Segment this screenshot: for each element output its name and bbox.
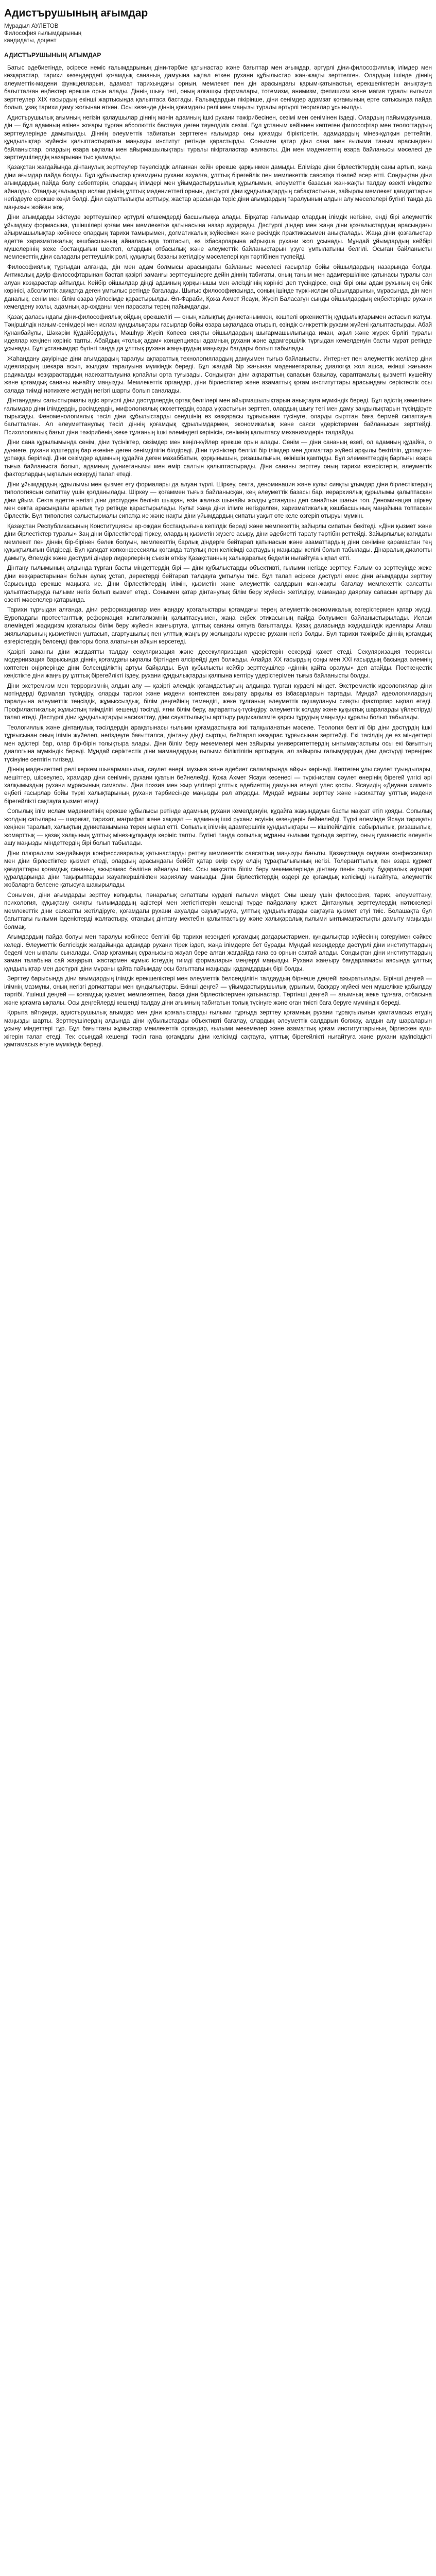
- body-paragraph: Философиялық тұрғыдан алғанда, дін мен адам болмысы арасындағы байланыс мәселесі ғасырлар бойы ойшылдардың назарында болды. Антикалық дәуір философтарынан бастап қазіргі заманғы зерттеушілерге дейін діннің табиғаты, оның таным мен адамгершілікке қатынасы туралы сан алуан көзқарастар айтылды. Кейбір ойшылдар дінді адамның қорқынышы мен әлсіздігінің көрінісі деп түсіндірсе, енді бірі оны адам рухының ең биік көрінісі, абсолюттік ақиқатқа деген ұмтылыс ретінде бағалады. Шығыс философиясында, соның ішінде түркі-ислам ойшылдарының мұрасында, дін мен даналық, сенім мен білім өзара үйлесімде қарастырылды. Әл-Фараби, Қожа Ахмет Ясауи, Жүсіп Баласағұн сынды ойшылдардың еңбектерінде рухани кемелдену жолы, адамның ар-ожданы мен парасаты терең пайымдалды.: [4, 263, 432, 311]
- body-paragraph: Діни ағымдарды жіктеуде зерттеушілер әртүрлі өлшемдерді басшылыққа алады. Бірқатар ғалымдар олардың ілімдік негізіне, енді бірі әлеуметтік ұйымдасу формасына, үшіншілері қоғам мен мемлекетке қатынасына назар аударады. Дәстүрлі діндер мен жаңа діни қозғалыстардың арасындағы айырмашылықтар көбінесе олардың тарихи тамырымен, догматикалық жүйесімен және рәсімдік практикасымен анықталады. Жаңа діни қозғалыстар әдетте харизматикалық көшбасшының айналасында топтасып, өз ізбасарларына айрықша рухани жол ұсынады. Мұндай ұйымдардың кейбірі мүшелерінің жеке бостандығын шектеп, олардың отбасылық және әлеуметтік байланыстарын үзуге ұмтылатыны белгілі. Осыған байланысты мемлекеттің діни саладағы реттеушілік рөлі, құқықтық базаны жетілдіру мәселелері күн тәртібінен түспейді.: [4, 214, 432, 261]
- body-paragraph: Жаһандану дәуірінде діни ағымдардың таралуы ақпараттық технологиялардың дамуымен тығыз байланысты. Интернет пен әлеуметтік желілер діни идеялардың шекара асып, жылдам таралуына мүмкіндік береді. Бұл жағдай бір жағынан мәдениетаралық диалогқа жол ашса, екінші жағынан радикалды көзқарастардың насихатталуына қолайлы орта туғызады. Сондықтан діни ақпараттың сапасын бақылау, сараптамалық қызметті күшейту және қоғамдық сананы нығайту маңызды. Мемлекеттік органдар, діни бірлестіктер және азаматтық қоғам институттары арасындағы серіктестік осы салада тиімді нәтижеге жетудің негізгі шарты болып саналады.: [4, 355, 432, 394]
- author-affiliation: Философия ғылымдарының: [4, 30, 82, 37]
- body-paragraph: Тарихи тұрғыдан алғанда, діни реформациялар мен жаңару қозғалыстары қоғамдағы терең әлеуметтік-экономикалық өзгерістермен қатар жүрді. Еуропадағы протестанттық реформация капитализмнің қалыптасуымен, жаңа еңбек этикасының пайда болуымен байланыстырылады. Ислам әлеміндегі жәдидизм қозғалысы білім беру жүйесін жаңғыртуға, ұлттық сананы оятуға бағытталды. Қазақ даласында жәдидшілдік идеялары Алаш зиялыларының қызметімен ұштасып, ағартушылық пен ұлттық жаңғыру жолындағы күреске рухани негіз болды. Бұл тарихи тәжірибе діннің қоғамдық өзгерістердің белсенді факторы бола алатынын айқын көрсетеді.: [4, 606, 432, 646]
- body-paragraph: Қазақстан Республикасының Конституциясы ар-ождан бостандығына кепілдік береді және мемлекеттің зайырлы сипатын бекітеді. «Діни қызмет және діни бірлестіктер туралы» Заң діни бірлестіктерді тіркеу, олардың қызметін жүзеге асыру, діни әдебиетті тарату тәртібін реттейді. Зайырлылық қағидаты мемлекет пен діннің бір-бірінен бөлек болуын, мемлекеттің барлық діндерге бейтарап қатынасын және азаматтардың діни сеніміне қарамастан тең құқықтылығын білдіреді. Бұл қағидат көпконфессиялы қоғамда татулық пен келісімді сақтаудың маңызды кепілі болып табылады. Дінаралық диалогты дамыту, Әлемдік және дәстүрлі діндер лидерлерінің съезін өткізу Қазақстанның халықаралық беделін нығайтуға ықпал етті.: [4, 522, 432, 562]
- body-paragraph: Қазақстан жағдайында дінтанулық зерттеулер тәуелсіздік алғаннан кейін ерекше қарқынмен дамыды. Елімізде діни бірлестіктердің саны артып, жаңа діни ағымдар пайда болды. Бұл құбылыстар қоғамдағы рухани ахуалға, ұлттық бірегейлік пен мемлекеттік саясатқа тікелей әсер етті. Сондықтан діни ағымдардың пайда болу себептерін, олардың ілімдері мен ұйымдастырушылық құрылымын, әлеуметтік базасын жан-жақты талдау өзекті міндетке айналды. Отандық ғалымдар ислам дінінің ұлттық мәдениеттегі орнын, дәстүрлі діни құндылықтардың сабақтастығын, зайырлы мемлекет қағидаттарын негіздеуге ерекше көңіл бөлді. Діни сауаттылықты арттыру, жастар арасында теріс діни ағымдардың таралуының алдын алу мәселелері бүгінгі таңда да маңызын жойған жоқ.: [4, 164, 432, 211]
- body-paragraph: Діни сана құрылымында сенім, діни түсініктер, сезімдер мен көңіл-күйлер ерекше орын алады. Сенім — діни сананың өзегі, ол адамның құдайға, о дүниеге, рухани күштердің бар екеніне деген сенімділігін білдіреді. Діни түсініктер белгілі бір ілімдер мен догматтар жүйесі арқылы бекітіліп, ұрпақтан-ұрпаққа беріледі. Діни сезімдер адамның құдайға деген махаббатын, қорқынышын, ризашылығын, өкінішін қамтиды. Бұл элементтердің барлығы өзара тығыз байланыста болып, адамның дүниетанымы мен өмір салтын қалыптастырады. Діни сананы зерттеу оның тарихи өзгерістерін, әлеуметтік факторлардың ықпалын ескеруді талап етеді.: [4, 439, 432, 478]
- author-name: Мұрадыл АУЛЕТОВ: [4, 23, 59, 29]
- body-paragraph: Қазақ даласындағы діни-философиялық ойдың ерекшелігі — оның халықтық дүниетаныммен, көшпелі өркениеттің құндылықтарымен астасып жатуы. Тәңіршілдік наным-сенімдері мен ислам құндылықтары ғасырлар бойы өзара ықпалдаса отырып, өзіндік синкреттік рухани жүйені қалыптастырды. Абай Құнанбайұлы, Шәкәрім Құдайбердіұлы, Мәшһүр Жүсіп Көпеев сияқты ойшылдардың шығармашылығында иман, ақыл және жүрек бірлігі туралы идеялар кеңінен көрініс тапты. Абайдың «толық адам» концепциясы адамның рухани және адамгершілік тұрғыдан кемелденуін басты мұрат ретінде ұсынады. Бұл ұстанымдар бүгінгі таңда да ұлттық рухани жаңғырудың маңызды бағдары болып табылады.: [4, 313, 432, 352]
- body-paragraph: Діни ұйымдардың құрылымы мен қызмет ету формалары да алуан түрлі. Шіркеу, секта, деноминация және культ сияқты ұғымдар діни бірлестіктердің типологиясын сипаттау үшін қолданылады. Шіркеу — қоғаммен тығыз байланысқан, кең әлеуметтік базасы бар, иерархиялық құрылымы қалыптасқан діни ұйым. Секта әдетте негізгі діни дәстүрден бөлініп шыққан, өзін жалғыз шынайы жолды ұстанушы деп санайтын шағын топ. Деноминация шіркеу мен секта арасындағы аралық түр ретінде қарастырылады. Культ жаңа діни ілімге негізделген, харизматикалық көшбасшының маңайына топтасқан бірлестік. Бұл типология салыстырмалы сипатқа ие және нақты діни ұйымдардың сипаты уақыт өте келе өзгеріп отыруы мүмкін.: [4, 481, 432, 520]
- body-paragraph: Ағымдардың пайда болуы мен таралуы көбінесе белгілі бір тарихи кезеңдегі қоғамдық дағдарыстармен, құндылықтар жүйесінің өзгеруімен сәйкес келеді. Әлеуметтік белгісіздік жағдайында адамдар рухани тірек іздеп, жаңа ілімдерге бет бұрады. Мұндай кезеңдерде дәстүрлі діни институттардың беделі мен ықпалы сыналады. Олар қоғамның сұранысына жауап бере алған жағдайда ғана өз орнын сақтай алады. Сондықтан діни институттардың заман талабына сай жаңарып, жастармен жұмыс істеудің тиімді формаларын меңгеруі маңызды. Рухани жаңғыру бағдарламасы аясында ұлттық құндылықтар мен дәстүрлі діни мұраны қайта пайымдау осы бағыттағы маңызды қадамдардың бірі болды.: [4, 934, 432, 972]
- body-paragraph: Қорыта айтқанда, адистърушылық ағымдар мен діни қозғалыстарды ғылыми тұрғыда зерттеу қоғамның рухани тұрақтылығын қамтамасыз етудің маңызды шарты. Зерттеушілердің алдында діни құбылыстарды объективті бағалау, олардың әлеуметтік салдарын болжау, алдын алу шараларын ұсыну міндеттері тұр. Бұл бағыттағы жұмыстар мемлекеттік органдар, ғылыми мекемелер және азаматтық қоғам институттарының бірлескен күш-жігерін талап етеді. Тек осындай кешенді тәсіл ғана қоғамдағы діни келісімді сақтауға, ұлттық бірегейлікті нығайтуға және рухани қауіпсіздікті қамтамасыз етуге мүмкіндік береді.: [4, 1009, 432, 1048]
- body-paragraph: Діни плюрализм жағдайында конфессияаралық қатынастарды реттеу мемлекеттік саясаттың маңызды бағыты. Қазақстанда ондаған конфессиялар мен діни бірлестіктер қызмет етеді, олардың арасындағы бейбіт қатар өмір сүру елдің тұрақтылығының негізі. Толеранттылық пен өзара құрмет қағидаттары қоғамдық сананың ажырамас бөлігіне айналуы тиіс. Осы мақсатта білім беру мекемелерінде дінтану пәнін оқыту, бұқаралық ақпарат құралдарында діни тақырыптарды жауапкершілікпен жариялау маңызды. Діни бірлестіктердің өздері де қоғамдық келісімді нығайтуға, әлеуметтік жобаларға белсене қатысуға шақырылады.: [4, 850, 432, 889]
- body-paragraph: Адистърушылық ағымның негізін қалаушылар діннің мәнін адамның ішкі рухани тәжірибесінен, сезімі мен сенімінен іздеді. Олардың пайымдауынша, дін — бұл адамның өзінен жоғары тұрған абсолюттік бастауға деген тәуелділік сезімі. Бұл ұстаным кейіннен көптеген философтар мен теологтардың зерттеулерінде дамытылды. Діннің әлеуметтік табиғатын зерттеген ғалымдар оны қоғамды біріктіретін, адамдардың мінез-құлқын реттейтін, құндылықтар жүйесін қалыптастыратын маңызды институт ретінде қарастырды. Сонымен қатар діни сана мен ғылыми таным арасындағы байланыстар, олардың өзара ықпалы мен айырмашылықтары туралы пікірталастар жалғасты. Дін мен мәдениеттің өзара байланысы мәселесі де зерттеушілердің назарынан тыс қалмады.: [4, 114, 432, 161]
- body-paragraph: Діннің мәдениеттегі рөлі көркем шығармашылық, сәулет өнері, музыка және әдебиет салаларында айқын көрінеді. Көптеген ұлы сәулет туындылары, мешіттер, шіркеулер, храмдар діни сенімнің рухани қуатын бейнелейді. Қожа Ахмет Ясауи кесенесі — түркі-ислам сәулет өнерінің бірегей үлгісі әрі халқымыздың рухани мұрасының символы. Діни поэзия мен жыр үлгілері ұлттық әдебиеттің дамуына елеулі үлес қосты. Ясауидің «Диуани хикмет» еңбегі ғасырлар бойы түркі халықтарының рухани тәрбиесінде маңызды рөл атқарды. Мұндай мұраны зерттеу және насихаттау ұлттық мәдени бірегейлікті сақтауға қызмет етеді.: [4, 766, 432, 805]
- body-paragraph: Дінтану ғылымының алдында тұрған басты міндеттердің бірі — діни құбылыстарды объективті, ғылыми негізде зерттеу. Ғалым өз зерттеуінде жеке діни көзқарастарынан бойын аулақ ұстап, деректерді бейтарап талдауға ұмтылуы тиіс. Бұл талап әсіресе дәстүрлі емес діни ағымдарды зерттеу барысында ерекше маңызға ие. Діни бірлестіктердің ілімін, қызметін және әлеуметтік салдарын жан-жақты бағалау мемлекеттік саясатты қалыптастыруда ғылыми негіз болып қызмет етеді. Сонымен қатар дінтанулық білім беру жүйесін жетілдіру, мамандар даярлау сапасын арттыру да өзекті мәселелер қатарында.: [4, 565, 432, 603]
- author-position: кандидаты, доцент: [4, 38, 57, 44]
- body-paragraph: Діни экстремизм мен терроризмнің алдын алу — қазіргі әлемдік қоғамдастықтың алдында тұрған күрделі міндет. Экстремистік идеологиялар діни мәтіндерді бұрмалап түсіндіру, оларды тарихи және мәдени контекстен ажырату арқылы өз ізбасарларын тартады. Мұндай идеологиялардың таралуына әлеуметтік теңсіздік, жұмыссыздық, білім деңгейінің төмендігі, жеке тұлғаның әлеуметтік оқшаулануы сияқты факторлар ықпал етеді. Профилактикалық жұмыстың тиімділігі кешенді тәсілді, яғни білім беру, ақпараттық-түсіндіру, әлеуметтік қолдау және құқықтық шараларды үйлестіруді талап етеді. Дәстүрлі діни құндылықтарды насихаттау, діни сауаттылықты арттыру радикализмге қарсы тұрудың маңызды құралы болып табылады.: [4, 682, 432, 721]
- article-body: [4, 64, 432, 1048]
- body-paragraph: Сонымен, діни ағымдарды зерттеу көпқырлы, пәнаралық сипаттағы күрделі ғылыми міндет. Оны шешу үшін философия, тарих, әлеуметтану, психология, құқықтану сияқты ғылымдардың әдістері мен жетістіктерін кешенді түрде пайдалану қажет. Дінтанулық зерттеулердің нәтижелері мемлекеттік діни саясатты жетілдіруге, қоғамдағы рухани ахуалды сауықтыруға, ұлттық құндылықтарды сақтауға қызмет етуі тиіс. Болашақта бұл бағыттағы ғылыми ізденістерді жалғастыру, отандық дінтану мектебін қалыптастыру және халықаралық ғылыми ынтымақтастықты дамыту маңызды болмақ.: [4, 891, 432, 930]
- body-paragraph: Зерттеу барысында діни ағымдардың ілімдік ерекшеліктері мен әлеуметтік белсенділігін талдаудың бірнеше деңгейі ажыратылады. Бірінші деңгей — ілімнің мазмұны, оның негізгі догматтары мен құндылықтары. Екінші деңгей — ұйымдастырушылық құрылым, басқару жүйесі мен мүшелікке қабылдау тәртібі. Үшінші деңгей — қоғамдық қызмет, мемлекетпен, басқа діни бірлестіктермен қатынастар. Төртінші деңгей — ағымның жеке тұлғаға, отбасына және қоғамға ықпалы. Осы деңгейлерді кешенді талдау діни ағымның табиғатын толық түсінуге және оған тиісті баға беруге мүмкіндік береді.: [4, 975, 432, 1006]
- article-title: Адистърушының ағымдар: [4, 7, 148, 19]
- section-heading: АДИСТЪРУШЫНЫҢ АҒЫМДАР: [4, 52, 101, 59]
- body-paragraph: Дінтанудағы салыстырмалы әдіс әртүрлі діни дәстүрлердің ортақ белгілері мен айырмашылықтарын анықтауға мүмкіндік береді. Бұл әдістің көмегімен ғалымдар діни ілімдердің, рәсімдердің, мифологиялық сюжеттердің өзара ұқсастығын зерттеп, олардың шығу тегі мен даму заңдылықтарын түсіндіруге тырысады. Феноменологиялық тәсіл діни құбылыстарды сенушінің өз көзқарасы тұрғысынан түсінуге, оларды сырттан баға бермей сипаттауға бағытталған. Ал әлеуметтанулық тәсіл діннің қоғамдық құрылымдармен, экономикалық және саяси үдерістермен байланысын зерттейді. Психологиялық бағыт діни тәжірибенің жеке тұлғаның ішкі әлеміндегі көрінісін, сенімнің қалыптасу механизмдерін талдайды.: [4, 397, 432, 436]
- body-paragraph: Батыс әдебиетінде, әсіресе неміс ғалымдарының діни-тәрбие қатынастар және бағыттар мен ағымдар, әртүрлі діни-философиялық ілімдер мен көзқарастар, тарихи кезеңдердегі қоғамдық сананың дамуына ықпал еткен рухани құбылыстар жан-жақты зерттелген. Олардың ішінде діннің әлеуметтік-мәдени функцияларын, адамзат тарихындағы орнын, мемлекет пен дін арасындағы қарым-қатынастың ерекшеліктерін анықтауға бағытталған еңбектер ерекше орын алады. Діннің шығу тегі, оның алғашқы формалары, тотемизм, анимизм, фетишизм және магия туралы ғылыми зерттеулер XIX ғасырдың екінші жартысында қалыптаса бастады. Ғалымдардың пікірінше, діни сенімдер адамзат қоғамының ерте сатысында пайда болып, ұзақ тарихи даму жолынан өткен. Осы кезеңде діннің қоғамдағы рөлі мен маңызы туралы әртүрлі теориялар ұсынылды.: [4, 64, 432, 111]
- body-paragraph: Теологиялық және дінтанулық тәсілдердің арақатынасы ғылыми қоғамдастықта жиі талқыланатын мәселе. Теология белгілі бір діни дәстүрдің ішкі тұрғысынан оның ілімін жүйелеп, негіздеуге бағытталса, дінтану дінді сыртқы, бейтарап көзқарас тұрғысынан зерттейді. Екі тәсілдің де өз міндеттері мен әдістері бар, олар бір-бірін толықтыра алады. Діни білім беру мекемелері мен зайырлы университеттердің ынтымақтастығы осы екі бағыттың диалогына мүмкіндік береді. Мұндай серіктестік діни мамандардың ғылыми біліктілігін арттыруға, ал зайырлы ғалымдардың діни дәстүрді тереңірек түсінуіне септігін тигізеді.: [4, 724, 432, 763]
- body-paragraph: Сопылық ілім ислам мәдениетінің ерекше құбылысы ретінде адамның рухани кемелденуін, құдайға жақындауын басты мақсат етіп қояды. Сопылық жолдың сатылары — шариғат, тарихат, мағрифат және хақиқат — адамның ішкі рухани өсуінің кезеңдерін бейнелейді. Түркі әлемінде Ясауи тариқаты кеңінен таралып, халықтың дүниетанымына терең ықпал етті. Сопылық ілімнің адамгершілік құндылықтары — кішіпейілділік, сабырлылық, ризашылық, жомарттық — қазақ халқының ұлттық мінез-құлқында көрініс тапты. Бүгінгі таңда сопылық мұраны ғылыми тұрғыда зерттеу, оның гуманистік әлеуетін ашу маңызды міндеттердің бірі болып табылады.: [4, 808, 432, 847]
- body-paragraph: Қазіргі заманғы діни жағдаятты талдау секуляризация және десекуляризация үдерістерін ескеруді қажет етеді. Секуляризация теориясы модернизация барысында діннің қоғамдағы ықпалы біртіндеп әлсірейді деп болжады. Алайда ХХ ғасырдың соңы мен ХХІ ғасырдың басында әлемнің көптеген өңірлерінде діни белсенділіктің артуы байқалды. Бұл құбылысты кейбір зерттеушілер «діннің қайта оралуы» деп атайды. Посткеңестік кеңістікте діни жаңғыру ұлттық бірегейлікті іздеу, рухани құндылықтарды қалпына келтіру үдерістерімен тығыз байланысты болды.: [4, 648, 432, 680]
